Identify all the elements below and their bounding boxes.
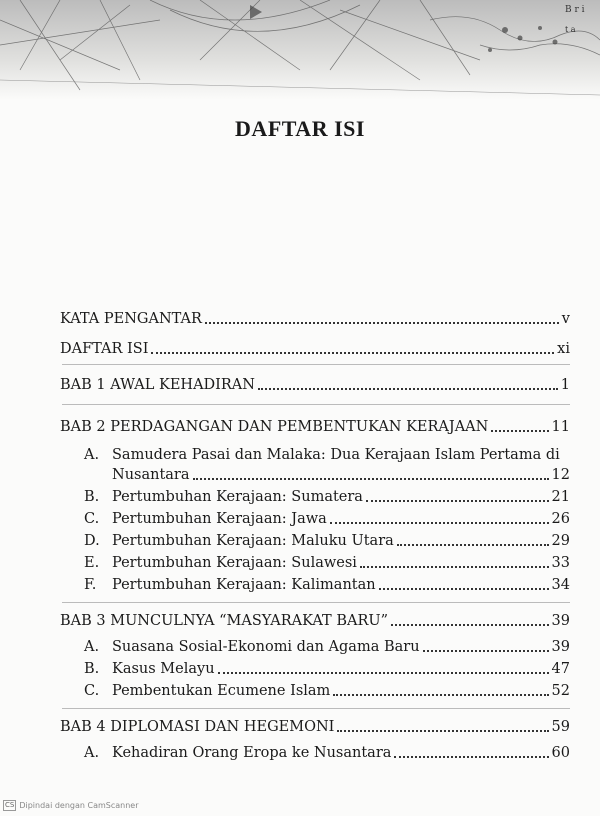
dot-leader — [151, 352, 554, 354]
toc-page-number: 60 — [551, 745, 570, 761]
toc-subentry-2a-line1[interactable] — [84, 446, 570, 464]
toc-subentry-2e[interactable] — [84, 554, 570, 572]
toc-entry-text: Suasana Sosial-Ekonomi dan Agama Baru — [112, 639, 420, 655]
toc-entry-letter: C. — [84, 511, 100, 527]
dot-leader — [330, 522, 549, 524]
toc-subentry-2b[interactable] — [84, 488, 570, 506]
scanner-watermark — [3, 800, 139, 811]
toc-entry-text-continued: Nusantara — [112, 467, 190, 483]
scanner-text: Dipindai dengan CamScanner — [19, 801, 139, 810]
toc-entry-text: BAB 4 DIPLOMASI DAN HEGEMONI — [60, 719, 335, 735]
toc-subentry-2c[interactable] — [84, 510, 570, 528]
toc-page-number: 34 — [551, 577, 570, 593]
toc-page-number: 11 — [551, 419, 570, 435]
toc-page-number: 52 — [551, 683, 570, 699]
toc-entry-letter: E. — [84, 555, 100, 571]
toc-entry-text: Samudera Pasai dan Malaka: Dua Kerajaan Islam Pertama di — [112, 447, 560, 463]
section-divider — [62, 364, 570, 365]
toc-entry-text: Pertumbuhan Kerajaan: Maluku Utara — [112, 533, 394, 549]
section-divider — [62, 708, 570, 709]
dot-leader — [397, 544, 549, 546]
toc-page-number: 1 — [560, 377, 570, 393]
toc-entry-text: Pertumbuhan Kerajaan: Sumatera — [112, 489, 363, 505]
toc-entry-letter: B. — [84, 661, 100, 677]
toc-page-number: 59 — [551, 719, 570, 735]
toc-entry-letter: B. — [84, 489, 100, 505]
dot-leader — [258, 388, 558, 390]
map-header-illustration — [0, 0, 600, 100]
toc-page-number: 39 — [551, 613, 570, 629]
toc-subentry-4a[interactable] — [84, 744, 570, 762]
toc-entry-text: BAB 2 PERDAGANGAN DAN PEMBENTUKAN KERAJAAN — [60, 419, 489, 435]
toc-page-number: v — [561, 311, 570, 327]
dot-leader — [391, 624, 549, 626]
toc-entry-text: Pembentukan Ecumene Islam — [112, 683, 331, 699]
toc-subentry-2d[interactable] — [84, 532, 570, 550]
toc-subentry-2a-line2[interactable] — [112, 466, 570, 484]
toc-page-number: 47 — [551, 661, 570, 677]
toc-entry-letter: C. — [84, 683, 100, 699]
dot-leader — [337, 730, 548, 732]
toc-entry-text: BAB 1 AWAL KEHADIRAN — [60, 377, 255, 393]
toc-subentry-3c[interactable] — [84, 682, 570, 700]
toc-subentry-2f[interactable] — [84, 576, 570, 594]
toc-entry-letter: A. — [84, 639, 100, 655]
map-label-a: B r i — [565, 5, 585, 15]
toc-entry-letter: F. — [84, 577, 97, 593]
dot-leader — [193, 478, 549, 480]
toc-entry-bab-1[interactable] — [60, 376, 570, 394]
toc-entry-text: Pertumbuhan Kerajaan: Jawa — [112, 511, 327, 527]
toc-entry-kata-pengantar[interactable] — [60, 310, 570, 328]
toc-entry-letter: A. — [84, 745, 100, 761]
toc-page-number: 39 — [551, 639, 570, 655]
toc-entry-text: Kehadiran Orang Eropa ke Nusantara — [112, 745, 392, 761]
toc-subentry-3b[interactable] — [84, 660, 570, 678]
dot-leader — [366, 500, 549, 502]
toc-entry-text: Kasus Melayu — [112, 661, 215, 677]
dot-leader — [379, 588, 549, 590]
toc-entry-text: KATA PENGANTAR — [60, 311, 202, 327]
camscanner-logo-icon: CS — [5, 801, 15, 809]
toc-entry-daftar-isi[interactable] — [60, 340, 570, 358]
toc-page-number: 26 — [551, 511, 570, 527]
section-divider — [62, 602, 570, 603]
toc-entry-bab-3[interactable] — [60, 612, 570, 630]
toc-subentry-3a[interactable] — [84, 638, 570, 656]
dot-leader — [205, 322, 559, 324]
toc-entry-letter: D. — [84, 533, 100, 549]
toc-entry-text: Pertumbuhan Kerajaan: Kalimantan — [112, 577, 376, 593]
toc-entry-text: DAFTAR ISI — [60, 341, 149, 357]
toc-page-number: 12 — [551, 467, 570, 483]
toc-entry-bab-2[interactable] — [60, 418, 570, 436]
dot-leader — [360, 566, 549, 568]
dot-leader — [394, 756, 548, 758]
dot-leader — [491, 430, 548, 432]
toc-page-number: 29 — [551, 533, 570, 549]
toc-page-number: 21 — [551, 489, 570, 505]
toc-entry-letter: A. — [84, 447, 100, 463]
toc-entry-bab-4[interactable] — [60, 718, 570, 736]
toc-page-number: xi — [557, 341, 570, 357]
map-label-b: t a — [565, 25, 576, 34]
page-title: DAFTAR ISI — [235, 116, 365, 141]
toc-entry-text: Pertumbuhan Kerajaan: Sulawesi — [112, 555, 357, 571]
dot-leader — [333, 694, 548, 696]
dot-leader — [423, 650, 549, 652]
section-divider — [62, 404, 570, 405]
toc-entry-text: BAB 3 MUNCULNYA “MASYARAKAT BARU” — [60, 613, 388, 629]
toc-page-number: 33 — [551, 555, 570, 571]
dot-leader — [218, 672, 549, 674]
